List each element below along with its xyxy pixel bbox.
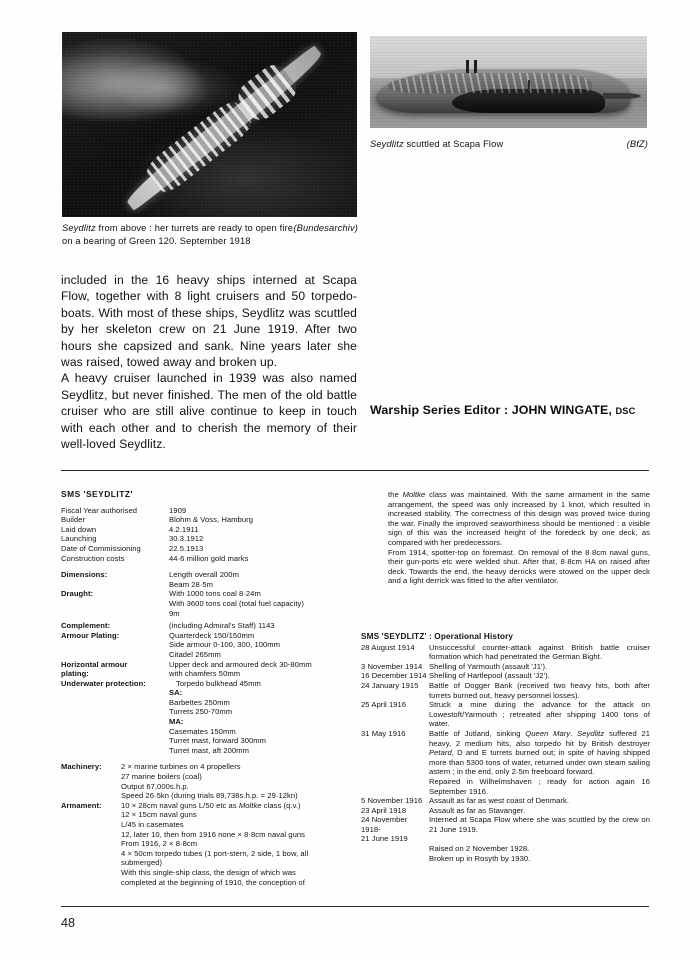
spec-key: Horizontal armour — [61, 659, 128, 669]
spec-value-continued: 12, later 10, then from 1916 none × 8·8cm naval guns — [121, 829, 306, 839]
spec-key: Fiscal Year authorised — [61, 505, 138, 515]
lede-body-text — [61, 272, 357, 452]
spec-row-machinery — [61, 762, 361, 772]
spec-value: Length overall 200m — [169, 570, 239, 580]
caption-ship-name: Seydlitz — [370, 139, 404, 149]
armament-post: class (q.v.) — [261, 800, 301, 810]
spec-row-horizontal-armour-2 — [61, 669, 361, 679]
op-event-pre: Battle of Jutland, sinking — [429, 728, 526, 738]
spec-value-continued: Beam 28·5m — [169, 579, 214, 589]
armament-class-name: Moltke — [238, 800, 262, 810]
op-date: 28 August 1914 — [361, 642, 415, 652]
op-history-row — [361, 681, 650, 700]
right-paragraph-1 — [388, 490, 650, 548]
op-history-row-interned — [361, 815, 650, 844]
spacer — [61, 755, 361, 762]
op-date: 25 April 1916 — [361, 700, 407, 710]
spacer — [61, 563, 361, 570]
spec-key: Complement: — [61, 621, 111, 631]
spec-key: Construction costs — [61, 553, 125, 563]
spec-value-continued: L/45 in casemates — [121, 820, 184, 829]
spec-value: Upper deck and armoured deck 30-80mm — [169, 659, 312, 669]
op-event-continued: Broken up in Rosyth by 1930. — [429, 853, 531, 863]
spec-value: Torpedo bulkhead 45mm — [176, 678, 261, 688]
spec-value: Blohm & Voss, Hamburg — [169, 515, 253, 525]
moltke-class-name: Moltke — [402, 490, 426, 499]
spec-row — [61, 506, 361, 516]
spec-row — [61, 525, 361, 535]
op-event — [429, 729, 650, 777]
spec-row — [61, 534, 361, 544]
spec-value: 4.2.1911 — [169, 524, 199, 534]
photo-credit: (Bundesarchiv) — [293, 223, 358, 233]
photo-grain — [62, 32, 357, 217]
editor-honours: DSC — [615, 406, 636, 416]
spec-row-underwater-protection — [61, 679, 361, 689]
spec-subheading-ma: MA: — [169, 717, 184, 727]
spec-key: Armament: — [61, 800, 102, 810]
op-history-row-jutland — [361, 729, 650, 777]
caption-seydlitz-aerial — [62, 222, 358, 247]
page-number: 48 — [61, 916, 76, 930]
op-date: 3 November 1914 — [361, 661, 423, 671]
para-pre: the — [388, 490, 403, 499]
op-date: 31 May 1916 — [361, 728, 406, 738]
spec-key: Armour Plating: — [61, 630, 120, 640]
op-event: Struck a mine during the advance for the attack on Lowestoft/Yarmouth ; retreated after shipping 1400 tons of water. — [429, 700, 650, 729]
spec-basic-table — [61, 506, 361, 564]
spec-value-continued: Side armour 0-100, 300, 100mm — [169, 640, 281, 650]
spec-key: Dimensions: — [61, 570, 108, 580]
spec-value: (including Admiral's Staff) 1143 — [169, 621, 275, 631]
armament-pre: 10 × 28cm naval guns L/50 etc as — [121, 800, 239, 810]
op-event: Shelling of Hartlepool (assault 'J2'). — [429, 671, 550, 681]
op-event-continued: Repaired in Wilhelmshaven ; ready for action again 16 September 1916. — [429, 776, 650, 796]
spec-value-continued: 4 × 50cm torpedo tubes (1 port-stern, 2 side, 1 bow, all — [121, 848, 309, 858]
section-divider-bottom — [61, 906, 649, 907]
op-history-row — [361, 671, 650, 681]
op-date: 23 April 1918 — [361, 805, 407, 815]
op-event-continued: Raised on 2 November 1928. — [429, 844, 530, 854]
caption-ship-name: Seydlitz — [62, 223, 96, 233]
op-date: 24 January 1915 — [361, 680, 419, 690]
caption-seydlitz-scuttled — [370, 138, 648, 151]
spec-value-continued: 27 marine boilers (coal) — [121, 772, 202, 782]
spec-key: plating: — [61, 669, 89, 679]
spec-value: with chamfers 50mm — [169, 669, 241, 679]
spec-row-complement — [61, 621, 361, 631]
editor-label: Warship Series Editor : — [370, 403, 512, 417]
op-date — [361, 815, 429, 844]
spec-value-continued: Turret mast, forward 300mm — [169, 736, 267, 746]
op-event: Shelling of Yarmouth (assault 'J1'). — [429, 661, 548, 671]
operational-history-section — [361, 632, 650, 863]
section-divider-top — [61, 470, 649, 471]
op-history-row — [361, 643, 650, 662]
spec-row-dimensions — [61, 570, 361, 580]
op-event-mid: . — [570, 728, 578, 738]
spec-key: Machinery: — [61, 762, 102, 772]
spec-value-continued: 9m — [169, 608, 180, 618]
lede-paragraph-1: included in the 16 heavy ships interned at Scapa Flow, together with 8 light cruisers and 50 torpedo-boats. With most of these ships, Seydlitz was scuttled by her skeleton crew on 21 June 1919. After two hours she capsized and sank. Nine years later she was raised, towed away and broken up. — [61, 273, 357, 370]
op-event-post: , D and E turrets burned out; in spite of having shipped more than 5300 tons of water, returned under own steam sailing astern ; in the end, only 2·5m freeboard forward. — [429, 748, 650, 777]
spec-value: Quarterdeck 150/150mm — [169, 630, 255, 640]
right-paragraph-2: From 1914, spotter-top on foremast. On removal of the 8·8cm naval guns, their gun-ports etc were welded shut. After that, 8·8cm HA on raised after deck. Towards the end, the heavy derricks were stowed on the upper deck and a light derrick was fitted to the after ventilator. — [388, 547, 650, 586]
spec-value-continued: 12 × 15cm naval guns — [121, 810, 197, 820]
spec-value: 2 × marine turbines on 4 propellers — [121, 762, 241, 772]
op-history-row — [361, 796, 650, 806]
spec-key: Builder — [61, 515, 86, 525]
right-column-prose — [388, 490, 650, 586]
spec-value: 1909 — [169, 505, 187, 515]
spec-value: With 1000 tons coal 8·24m — [169, 589, 261, 599]
seydlitz-scuttled-photo — [370, 36, 647, 128]
specifications-column — [61, 490, 361, 887]
editor-separator: , — [608, 403, 616, 417]
spec-row-horizontal-armour — [61, 660, 361, 670]
lede-paragraph-2: A heavy cruiser launched in 1939 was also named Seydlitz, but never finished. The men of the old battle cruiser who are still alive continue to keep in touch with each other and to cherish the memory of their well-loved Seydlitz. — [61, 371, 357, 452]
op-event: Interned at Scapa Flow where she was scuttled by the crew on 21 June 1919. — [429, 815, 650, 834]
spec-subheading-sa: SA: — [169, 688, 183, 698]
spec-value-continued: Speed 26·5kn (during trials 89,738s.h.p. = 29·12kn) — [121, 791, 298, 801]
spec-value-continued: From 1916, 2 × 8·8cm — [121, 839, 198, 849]
op-date: 16 December 1914 — [361, 671, 427, 681]
spec-value-continued: Barbettes 250mm — [169, 697, 230, 707]
spec-value-continued: Citadel 265mm — [169, 649, 221, 659]
spec-value-continued: submerged) — [121, 858, 163, 868]
op-date-line-1: 24 November 1918- — [361, 815, 408, 834]
editor-name: JOHN WINGATE — [511, 403, 609, 417]
spec-value: 22.5.1913 — [169, 543, 204, 553]
spec-value-continued: Turret mast, aft 200mm — [169, 745, 249, 755]
spec-value: 44·6 million gold marks — [169, 553, 249, 563]
spec-closing-line: completed at the beginning of 1910, the conception of — [121, 877, 305, 887]
spec-closing-line: With this single-ship class, the design of which was — [121, 867, 296, 877]
op-history-row — [361, 700, 650, 729]
operational-history-title: SMS 'SEYDLITZ' : Operational History — [361, 632, 514, 641]
spec-row — [61, 515, 361, 525]
ship-seydlitz: Seydlitz — [577, 728, 605, 738]
spec-key: Laid down — [61, 524, 97, 534]
spec-key: Underwater protection: — [61, 678, 146, 688]
seydlitz-aerial-photo — [62, 32, 357, 217]
spec-row — [61, 554, 361, 564]
photo-grain — [370, 36, 647, 128]
op-history-row — [361, 662, 650, 672]
spec-value-continued: With 3600 tons coal (total fuel capacity) — [169, 598, 304, 608]
spec-value-continued: Casemates 150mm — [169, 726, 236, 736]
spec-row-armour-plating — [61, 631, 361, 641]
spec-value: 30.3.1912 — [169, 534, 204, 544]
op-date-line-2: 21 June 1919 — [361, 834, 408, 844]
op-event: Assault as far as Stavanger. — [429, 805, 526, 815]
spec-value-continued: Turrets 250-70mm — [169, 707, 233, 717]
spec-key: Draught: — [61, 589, 94, 599]
spec-row-draught — [61, 589, 361, 599]
caption-text: from above : her turrets are ready to open fire on a bearing of Green 120. September 1918 — [62, 223, 294, 246]
op-event-mid: suffered 21 heavy, 2 medium hits, also torpedo hit by British destroyer — [429, 728, 651, 748]
para-post: class was maintained. With the same armament in the same arrangement, the speed was only increased by 1 knot, which resulted in increased stability. The correctness of this design was proved twice during the war. Finally the improved seaworthiness should be mentioned : a visible sign of this was the increased height of the foredeck by one deck, as compared with her predecessors. — [388, 490, 651, 547]
op-event: Battle of Dogger Bank (received two heavy hits, both after turrets burned out, heavy personnel losses). — [429, 680, 650, 700]
warship-series-editor — [370, 403, 655, 417]
op-date: 5 November 1916 — [361, 796, 423, 806]
spec-key: Date of Commissioning — [61, 543, 141, 553]
spec-value-continued: Output 67,000s.h.p. — [121, 781, 189, 791]
caption-text: scuttled at Scapa Flow — [403, 139, 504, 149]
photo-credit: (BfZ) — [626, 139, 648, 149]
spec-key: Launching — [61, 534, 97, 544]
ship-petard: Petard — [429, 748, 452, 758]
spec-value — [121, 801, 361, 811]
op-event: Assault as far as west coast of Denmark. — [429, 796, 569, 806]
spec-row — [61, 544, 361, 554]
spec-row-armament — [61, 801, 361, 811]
ship-queen-mary: Queen Mary — [525, 728, 571, 738]
op-history-row — [361, 806, 650, 816]
spec-title: SMS 'SEYDLITZ' — [61, 489, 133, 499]
op-event: Unsuccessful counter-attack against British battle cruiser formation which had penetrated the German Bight. — [429, 642, 650, 662]
